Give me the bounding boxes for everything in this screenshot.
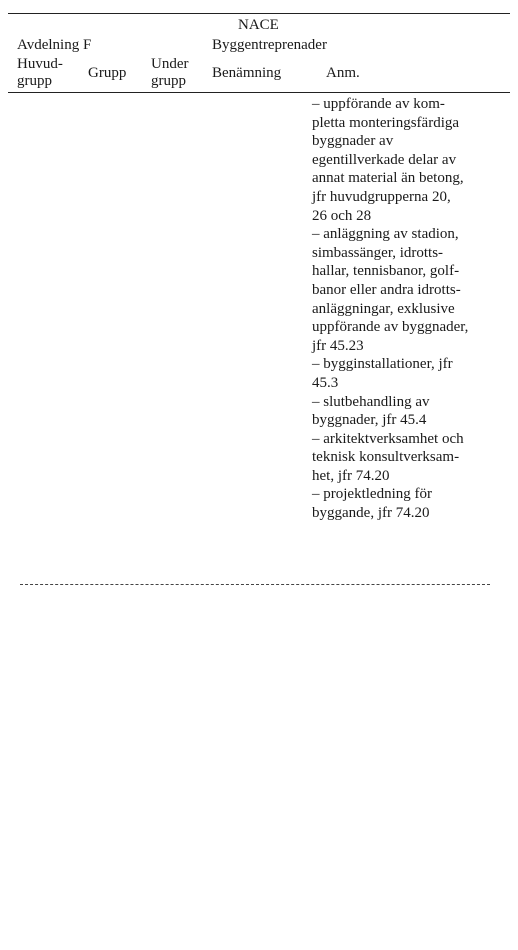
- anm-line: uppförande av byggnader,: [312, 319, 469, 336]
- anm-line: pletta monteringsfärdiga: [312, 114, 460, 131]
- anm-line: – arkitektverksamhet och: [312, 430, 464, 447]
- anm-line: byggande, jfr 74.20: [312, 505, 430, 522]
- anm-line: – projektledning för: [312, 486, 432, 503]
- anm-line: – slutbehandling av: [312, 393, 430, 410]
- dashed-separator: [20, 584, 490, 585]
- anm-line: byggnader av: [312, 133, 394, 150]
- column-header-anm: Anm.: [326, 65, 360, 81]
- section-title: Byggentreprenader: [212, 37, 327, 53]
- column-header-undergrupp: [151, 56, 189, 90]
- column-header-huvudgrupp-line2: grupp: [17, 73, 52, 89]
- column-header-huvudgrupp-line1: Huvud-: [17, 56, 63, 72]
- anm-line: teknisk konsultverksam-: [312, 449, 460, 466]
- section-label: Avdelning F: [17, 37, 92, 53]
- anm-line: het, jfr 74.20: [312, 467, 390, 484]
- anm-line: byggnader, jfr 45.4: [312, 412, 427, 429]
- column-header-undergrupp-line2: grupp: [151, 73, 186, 89]
- anm-line: jfr 45.23: [312, 337, 364, 354]
- column-header-huvudgrupp: [17, 56, 63, 90]
- header-rule: [8, 92, 510, 93]
- anm-line: 26 och 28: [312, 207, 372, 224]
- column-header-benamning: Benämning: [212, 65, 282, 81]
- anm-line: simbassänger, idrotts-: [312, 244, 444, 261]
- anm-line: banor eller andra idrotts-: [312, 281, 461, 298]
- column-header-grupp: Grupp: [88, 65, 127, 81]
- anm-line: – bygginstallationer, jfr: [312, 356, 453, 373]
- anm-text-block: [312, 95, 508, 523]
- anm-line: anläggningar, exklusive: [312, 300, 455, 317]
- anm-line: 45.3: [312, 374, 339, 391]
- top-rule: [8, 13, 510, 14]
- nace-heading: NACE: [238, 17, 279, 33]
- anm-line: – anläggning av stadion,: [312, 226, 459, 243]
- anm-line: annat material än betong,: [312, 170, 464, 187]
- anm-line: egentillverkade delar av: [312, 151, 457, 168]
- column-header-undergrupp-line1: Under: [151, 56, 189, 72]
- anm-line: – uppförande av kom-: [312, 96, 445, 112]
- anm-line: hallar, tennisbanor, golf-: [312, 263, 460, 280]
- anm-line: jfr huvudgrupperna 20,: [312, 188, 451, 205]
